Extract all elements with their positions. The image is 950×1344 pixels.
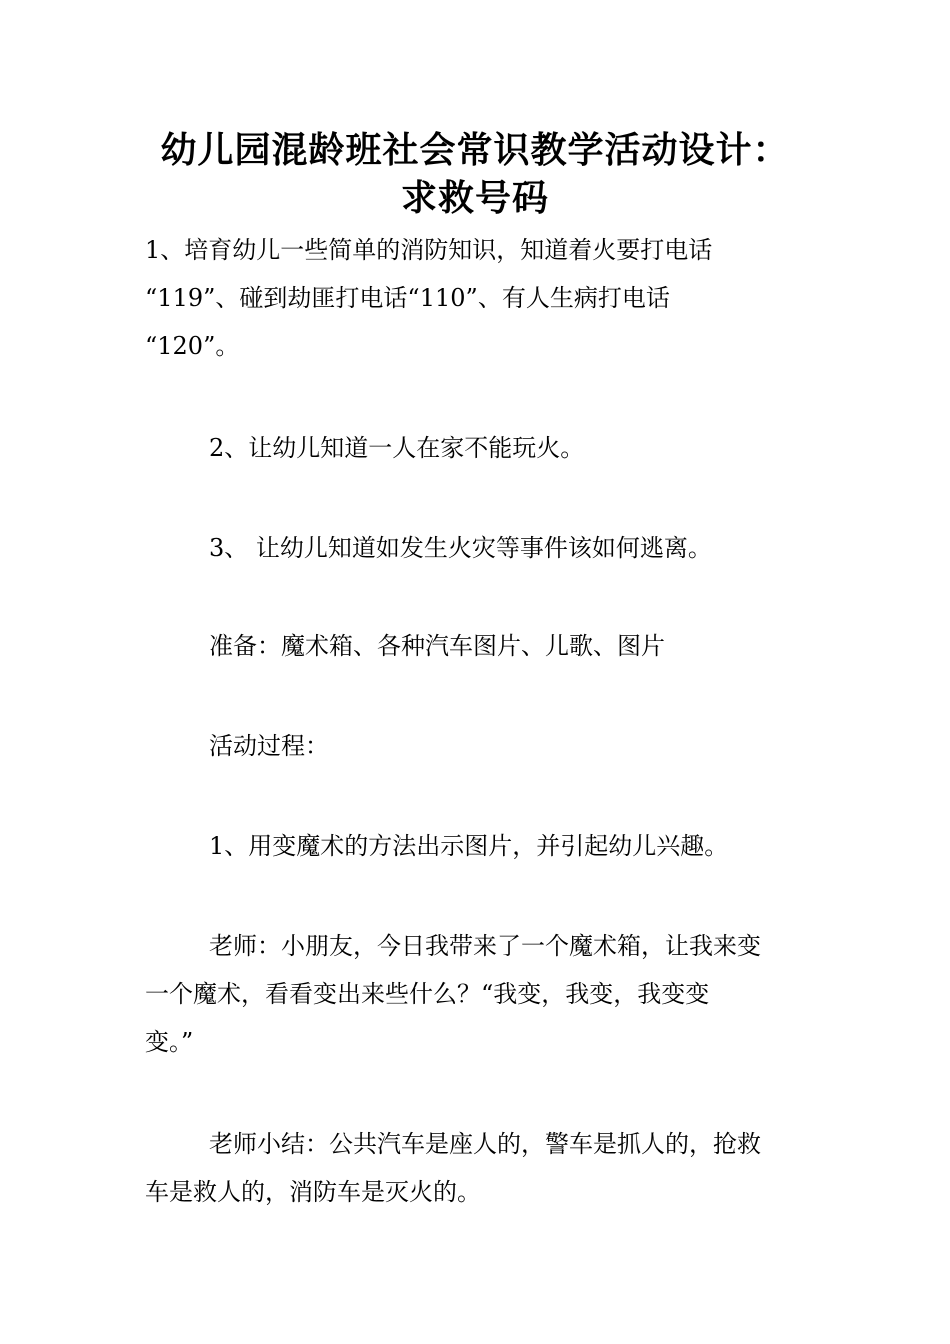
process-heading-text: 活动过程： bbox=[209, 732, 329, 760]
objective-2-text: 2、让幼儿知道一人在家不能玩火。 bbox=[209, 434, 585, 462]
objective-1-line2: “119”、碰到劫匪打电话“110”、有人生病打电话 bbox=[145, 284, 670, 312]
teacher-summary-paragraph bbox=[145, 1120, 807, 1216]
teacher-speech-line3: 变。” bbox=[145, 1028, 194, 1056]
preparation-paragraph bbox=[145, 622, 807, 670]
objective-1-line1: 1、培育幼儿一些简单的消防知识，知道着火要打电话 bbox=[145, 236, 713, 264]
teacher-speech-line1: 老师：小朋友，今日我带来了一个魔术箱，让我来变 bbox=[209, 932, 761, 960]
objective-2-paragraph bbox=[145, 424, 807, 472]
teacher-summary-line1: 老师小结：公共汽车是座人的，警车是抓人的，抢救 bbox=[209, 1130, 761, 1158]
objective-3-paragraph bbox=[145, 524, 807, 572]
process-heading bbox=[145, 722, 807, 770]
preparation-text: 准备：魔术箱、各种汽车图片、儿歌、图片 bbox=[209, 632, 665, 660]
teacher-speech-line2: 一个魔术，看看变出来些什么？“我变，我变，我变变 bbox=[145, 980, 710, 1008]
document-title-line2: 求救号码 bbox=[400, 178, 549, 219]
objective-1-paragraph bbox=[145, 226, 807, 370]
step-1-text: 1、用变魔术的方法出示图片，并引起幼儿兴趣。 bbox=[209, 832, 729, 860]
teacher-speech-paragraph bbox=[145, 922, 807, 1066]
document-title-line1: 幼儿园混龄班社会常识教学活动设计： bbox=[160, 130, 790, 171]
objective-3-text: 3、 让幼儿知道如发生火灾等事件该如何逃离。 bbox=[209, 534, 712, 562]
teacher-summary-line2: 车是救人的，消防车是灭火的。 bbox=[145, 1178, 481, 1206]
step-1-paragraph bbox=[145, 822, 807, 870]
objective-1-line3: “120”。 bbox=[145, 332, 240, 360]
